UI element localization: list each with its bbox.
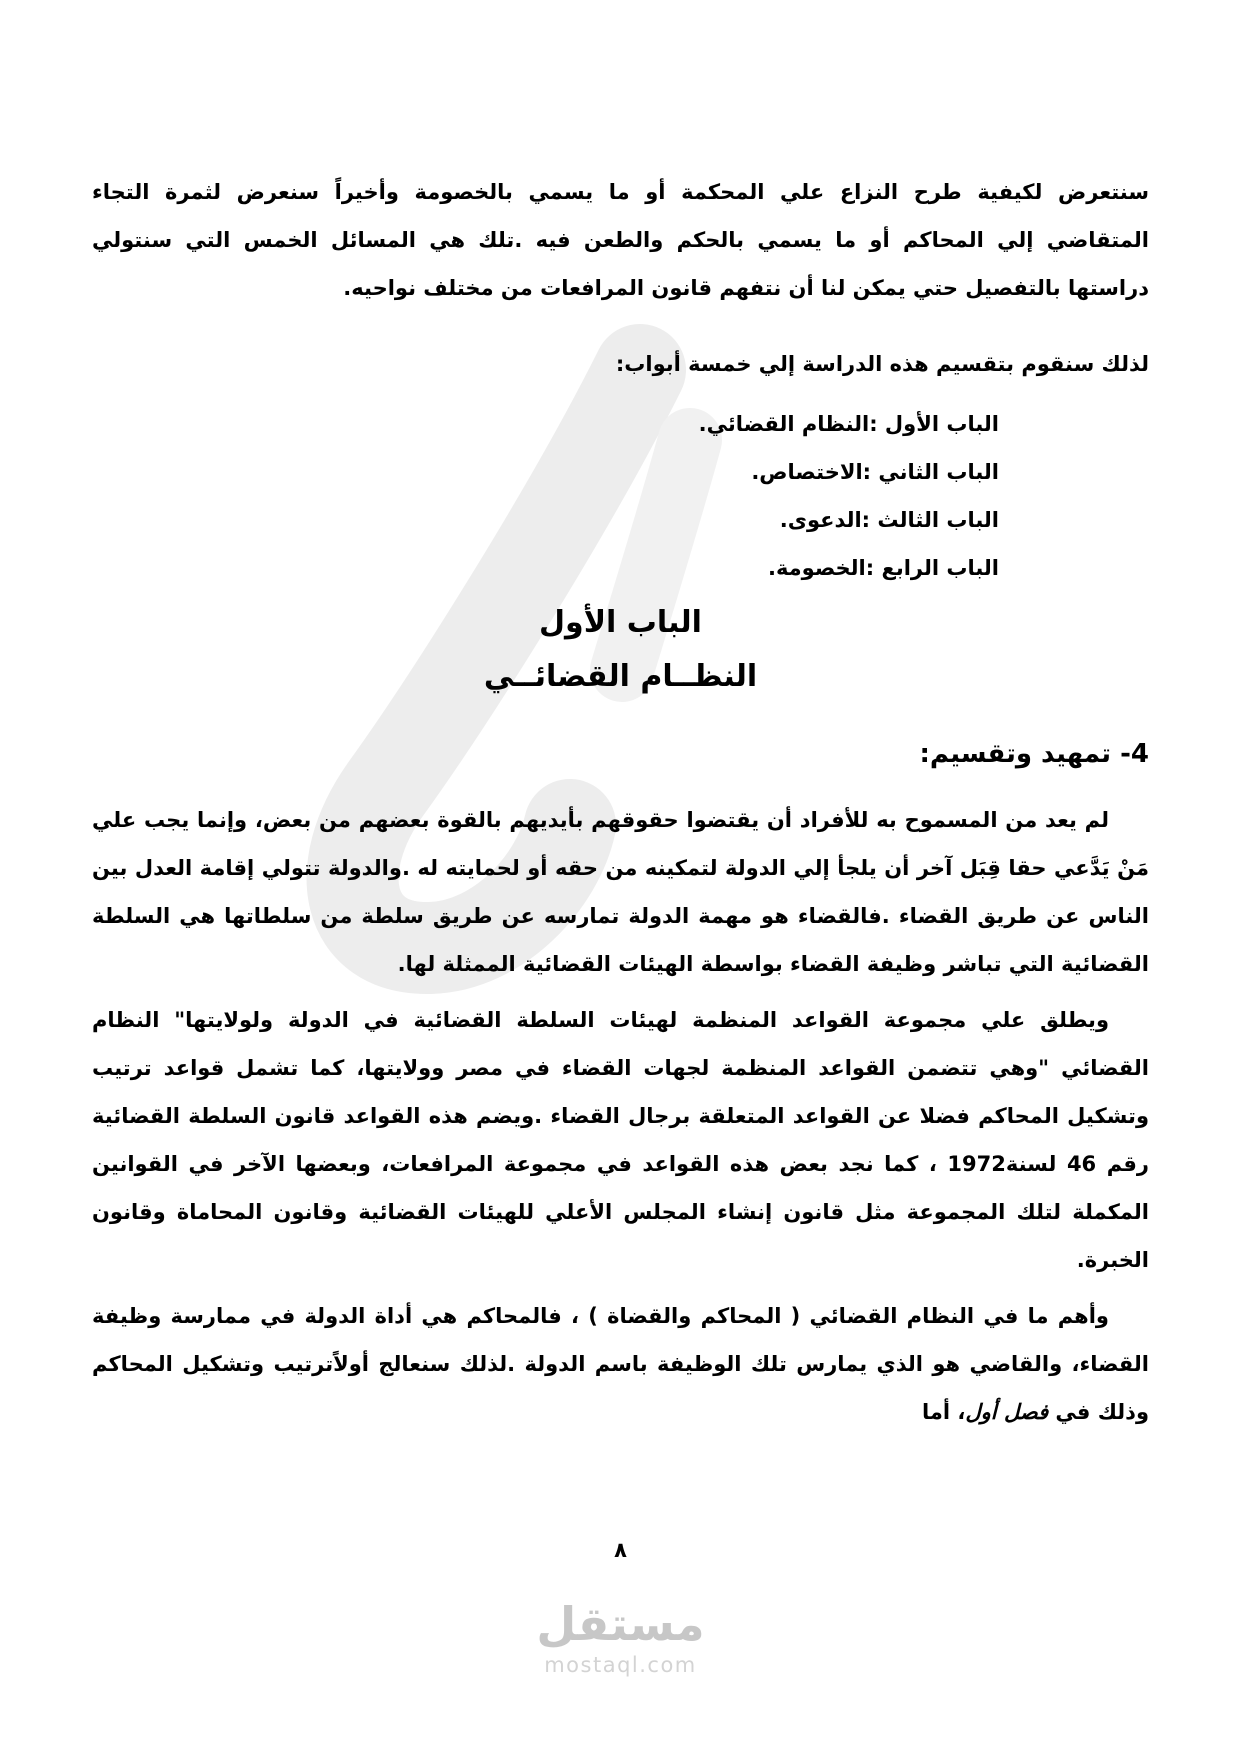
chapter-item-3: الباب الثالث :الدعوى. bbox=[779, 508, 999, 532]
chapter-item-1: الباب الأول :النظام القضائي. bbox=[698, 412, 999, 436]
page-number: ٨ bbox=[614, 1538, 627, 1562]
paragraph-courts-tail: ، أما bbox=[922, 1400, 966, 1424]
mostaql-watermark bbox=[0, 1598, 1241, 1680]
chapter-item-4: الباب الرابع :الخصومة. bbox=[767, 556, 999, 580]
paragraph-rules: ويطلق علي مجموعة القواعد المنظمة لهيئات السلطة القضائية في الدولة ولولايتها" النظام القضائي "وهي تتضمن القواعد المنظمة لجهات القضاء في مصر وولايتها، كما تشمل قواعد ترتيب وتشكيل المحاكم فضلا عن القواعد المتعلقة برجال القضاء .ويضم هذه القواعد قانون السلطة القضائية رقم 46 لسنة1972 ، كما نجد بعض هذه القواعد في مجموعة المرافعات، وبعضها الآخر في القوانين المكملة لتلك المجموعة مثل قانون إنشاء المجلس الأعلي للهيئات القضائية وقانون المحاماة وقانون الخبرة. bbox=[92, 1008, 1150, 1272]
mostaql-brand-domain: mostaql.com bbox=[544, 1653, 697, 1677]
paragraph-intro: سنتعرض لكيفية طرح النزاع علي المحكمة أو ما يسمي بالخصومة وأخيراً سنعرض لثمرة التجاء المتقاضي إلي المحاكم أو ما يسمي بالحكم والطعن فيه .تلك هي المسائل الخمس التي سنتولي دراستها بالتفصيل حتي يمكن لنا أن نتفهم قانون المرافعات من مختلف نواحيه. bbox=[92, 180, 1149, 300]
part-subtitle: النظــام القضائــي bbox=[483, 659, 758, 694]
chapter-list bbox=[92, 400, 1149, 592]
paragraph-courts-text: وأهم ما في النظام القضائي ( المحاكم والقضاة ) ، فالمحاكم هي أداة الدولة في ممارسة وظيفة القضاء، والقاضي هو الذي يمارس تلك الوظيفة باسم الدولة .لذلك سنعالج أولاًترتيب وتشكيل المحاكم وذلك في bbox=[92, 1304, 1149, 1424]
paragraph-courts bbox=[92, 1292, 1149, 1436]
paragraph-justice: لم يعد من المسموح به للأفراد أن يقتضوا حقوقهم بأيديهم بالقوة بعضهم من بعض، وإنما يجب علي مَنْ يَدَّعي حقا قِبَل آخر أن يلجأ إلي الدولة لتمكينه من حقه أو لحمايته له .والدولة تتولي إقامة العدل بين الناس عن طريق القضاء .فالقضاء هو مهمة الدولة تمارسه عن طريق سلطة من سلطاتها هي السلطة القضائية التي تباشر وظيفة القضاء بواسطة الهيئات القضائية الممثلة لها. bbox=[92, 808, 1149, 976]
section-heading: 4- تمهيد وتقسيم: bbox=[919, 739, 1149, 769]
paragraph-division-lead: لذلك سنقوم بتقسيم هذه الدراسة إلي خمسة أبواب: bbox=[615, 352, 1149, 376]
mostaql-brand-arabic: مستقل bbox=[536, 1597, 705, 1651]
paragraph-courts-italic: فصل أول bbox=[965, 1400, 1049, 1424]
part-title: الباب الأول bbox=[539, 605, 702, 640]
chapter-item-2: الباب الثاني :الاختصاص. bbox=[751, 460, 999, 484]
